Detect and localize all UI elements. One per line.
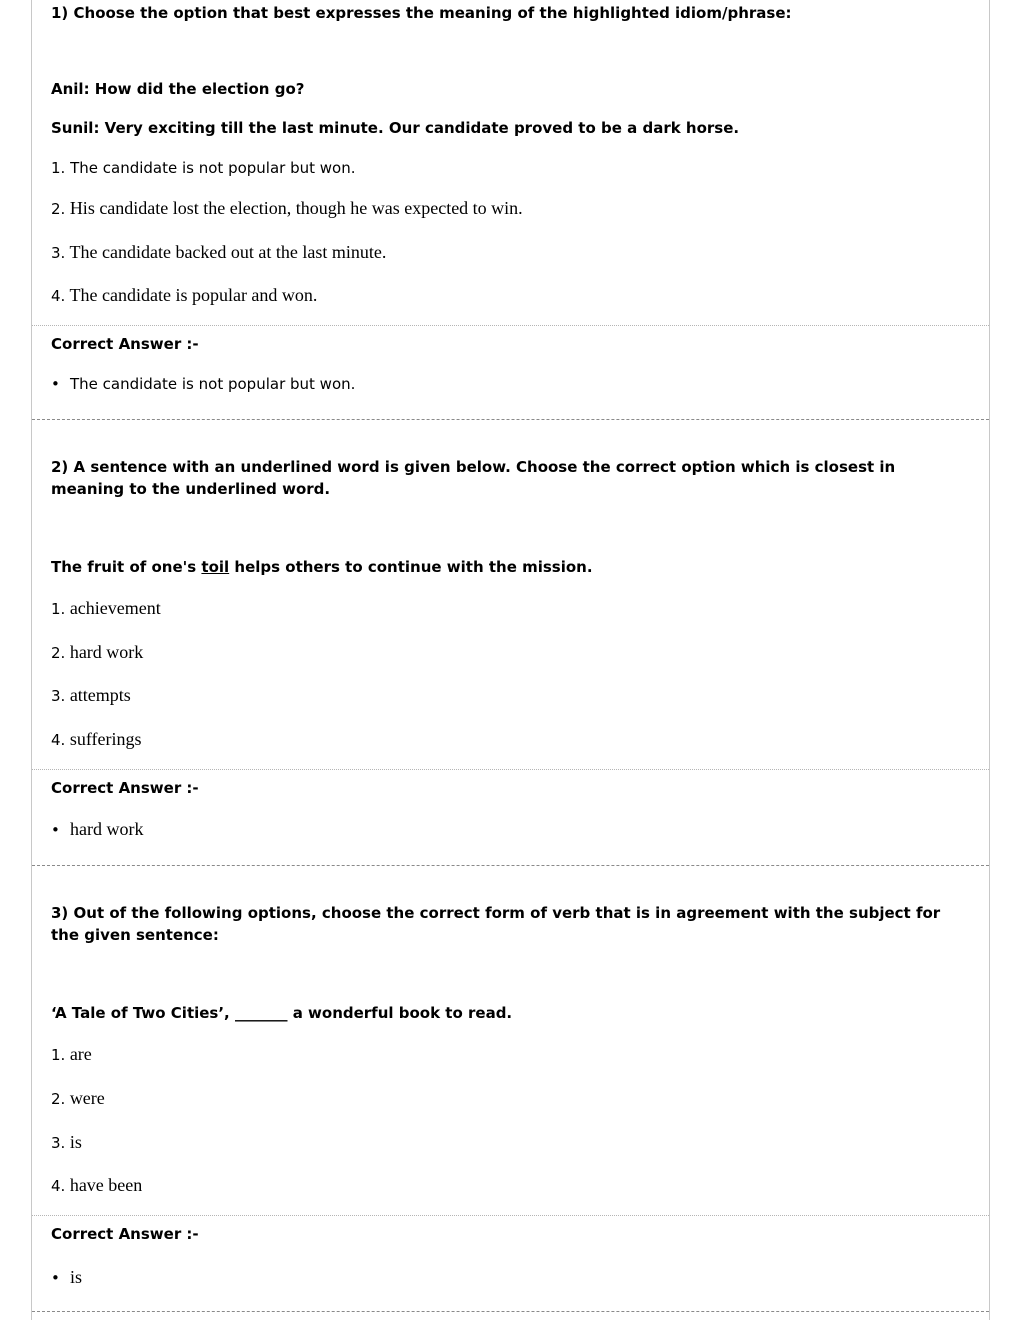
option-number: 1.: [51, 600, 66, 618]
option-4[interactable]: [51, 1174, 142, 1197]
option-text: are: [69, 1044, 92, 1064]
option-number: 3.: [51, 244, 66, 262]
option-text: attempts: [69, 685, 131, 705]
correct-answer-text: hard work: [70, 819, 144, 839]
question-title: 3) Out of the following options, choose the correct form of verb that is in agreement with the subject for the given sentence:: [51, 904, 941, 944]
option-2[interactable]: [51, 1087, 105, 1110]
question-sentence: [51, 557, 971, 577]
correct-answer-label: Correct Answer :-: [51, 779, 199, 797]
dialogue-line: Sunil: Very exciting till the last minute. Our candidate proved to be a dark horse.: [51, 119, 740, 137]
option-2[interactable]: [51, 197, 523, 220]
option-3[interactable]: [51, 1131, 82, 1154]
correct-answer-label: Correct Answer :-: [51, 335, 199, 353]
option-text: have been: [69, 1175, 143, 1195]
option-text: is: [69, 1132, 82, 1152]
option-text: achievement: [69, 598, 161, 618]
option-number: 4.: [51, 287, 66, 305]
option-1[interactable]: [51, 597, 161, 620]
question-separator: [32, 419, 989, 420]
question-title: 1) Choose the option that best expresses the meaning of the highlighted idiom/phrase:: [51, 4, 792, 22]
question-title: 2) A sentence with an underlined word is given below. Choose the correct option which is closest in meaning to the underlined word.: [51, 458, 896, 498]
option-3[interactable]: [51, 241, 386, 264]
question-sentence: ‘A Tale of Two Cities’, _______ a wonderful book to read.: [51, 1004, 513, 1022]
question-separator: [32, 1311, 989, 1312]
dialogue-line: Anil: How did the election go?: [51, 80, 305, 98]
answer-divider: [32, 769, 989, 770]
option-4[interactable]: [51, 284, 317, 307]
option-1[interactable]: [51, 157, 356, 179]
option-number: 1.: [51, 159, 66, 177]
correct-answer-text: The candidate is not popular but won.: [70, 375, 356, 393]
bullet-icon: •: [51, 821, 60, 839]
sentence-after: helps others to continue with the mission.: [229, 558, 593, 576]
question-page: [31, 0, 990, 1320]
question-separator: [32, 865, 989, 866]
option-text: were: [69, 1088, 105, 1108]
option-number: 2.: [51, 644, 66, 662]
correct-answer: [51, 373, 355, 395]
option-text: sufferings: [69, 729, 142, 749]
underlined-word: toil: [201, 558, 230, 576]
correct-answer: [51, 1266, 82, 1289]
option-number: 3.: [51, 687, 66, 705]
option-number: 3.: [51, 1134, 66, 1152]
option-text: The candidate is not popular but won.: [70, 159, 356, 177]
correct-answer-label: Correct Answer :-: [51, 1225, 199, 1243]
option-2[interactable]: [51, 641, 143, 664]
option-1[interactable]: [51, 1043, 92, 1066]
option-number: 4.: [51, 731, 66, 749]
answer-divider: [32, 1215, 989, 1216]
correct-answer: [51, 818, 143, 841]
bullet-icon: •: [51, 375, 60, 393]
answer-divider: [32, 325, 989, 326]
correct-answer-text: is: [70, 1267, 83, 1287]
option-number: 1.: [51, 1046, 66, 1064]
option-4[interactable]: [51, 728, 141, 751]
option-3[interactable]: [51, 684, 131, 707]
bullet-icon: •: [51, 1269, 60, 1287]
option-text: His candidate lost the election, though he was expected to win.: [69, 198, 523, 218]
option-number: 2.: [51, 200, 66, 218]
option-number: 2.: [51, 1090, 66, 1108]
option-text: hard work: [69, 642, 144, 662]
sentence-before: The fruit of one's: [51, 558, 202, 576]
option-text: The candidate backed out at the last minute.: [69, 242, 387, 262]
option-text: The candidate is popular and won.: [69, 285, 318, 305]
option-number: 4.: [51, 1177, 66, 1195]
